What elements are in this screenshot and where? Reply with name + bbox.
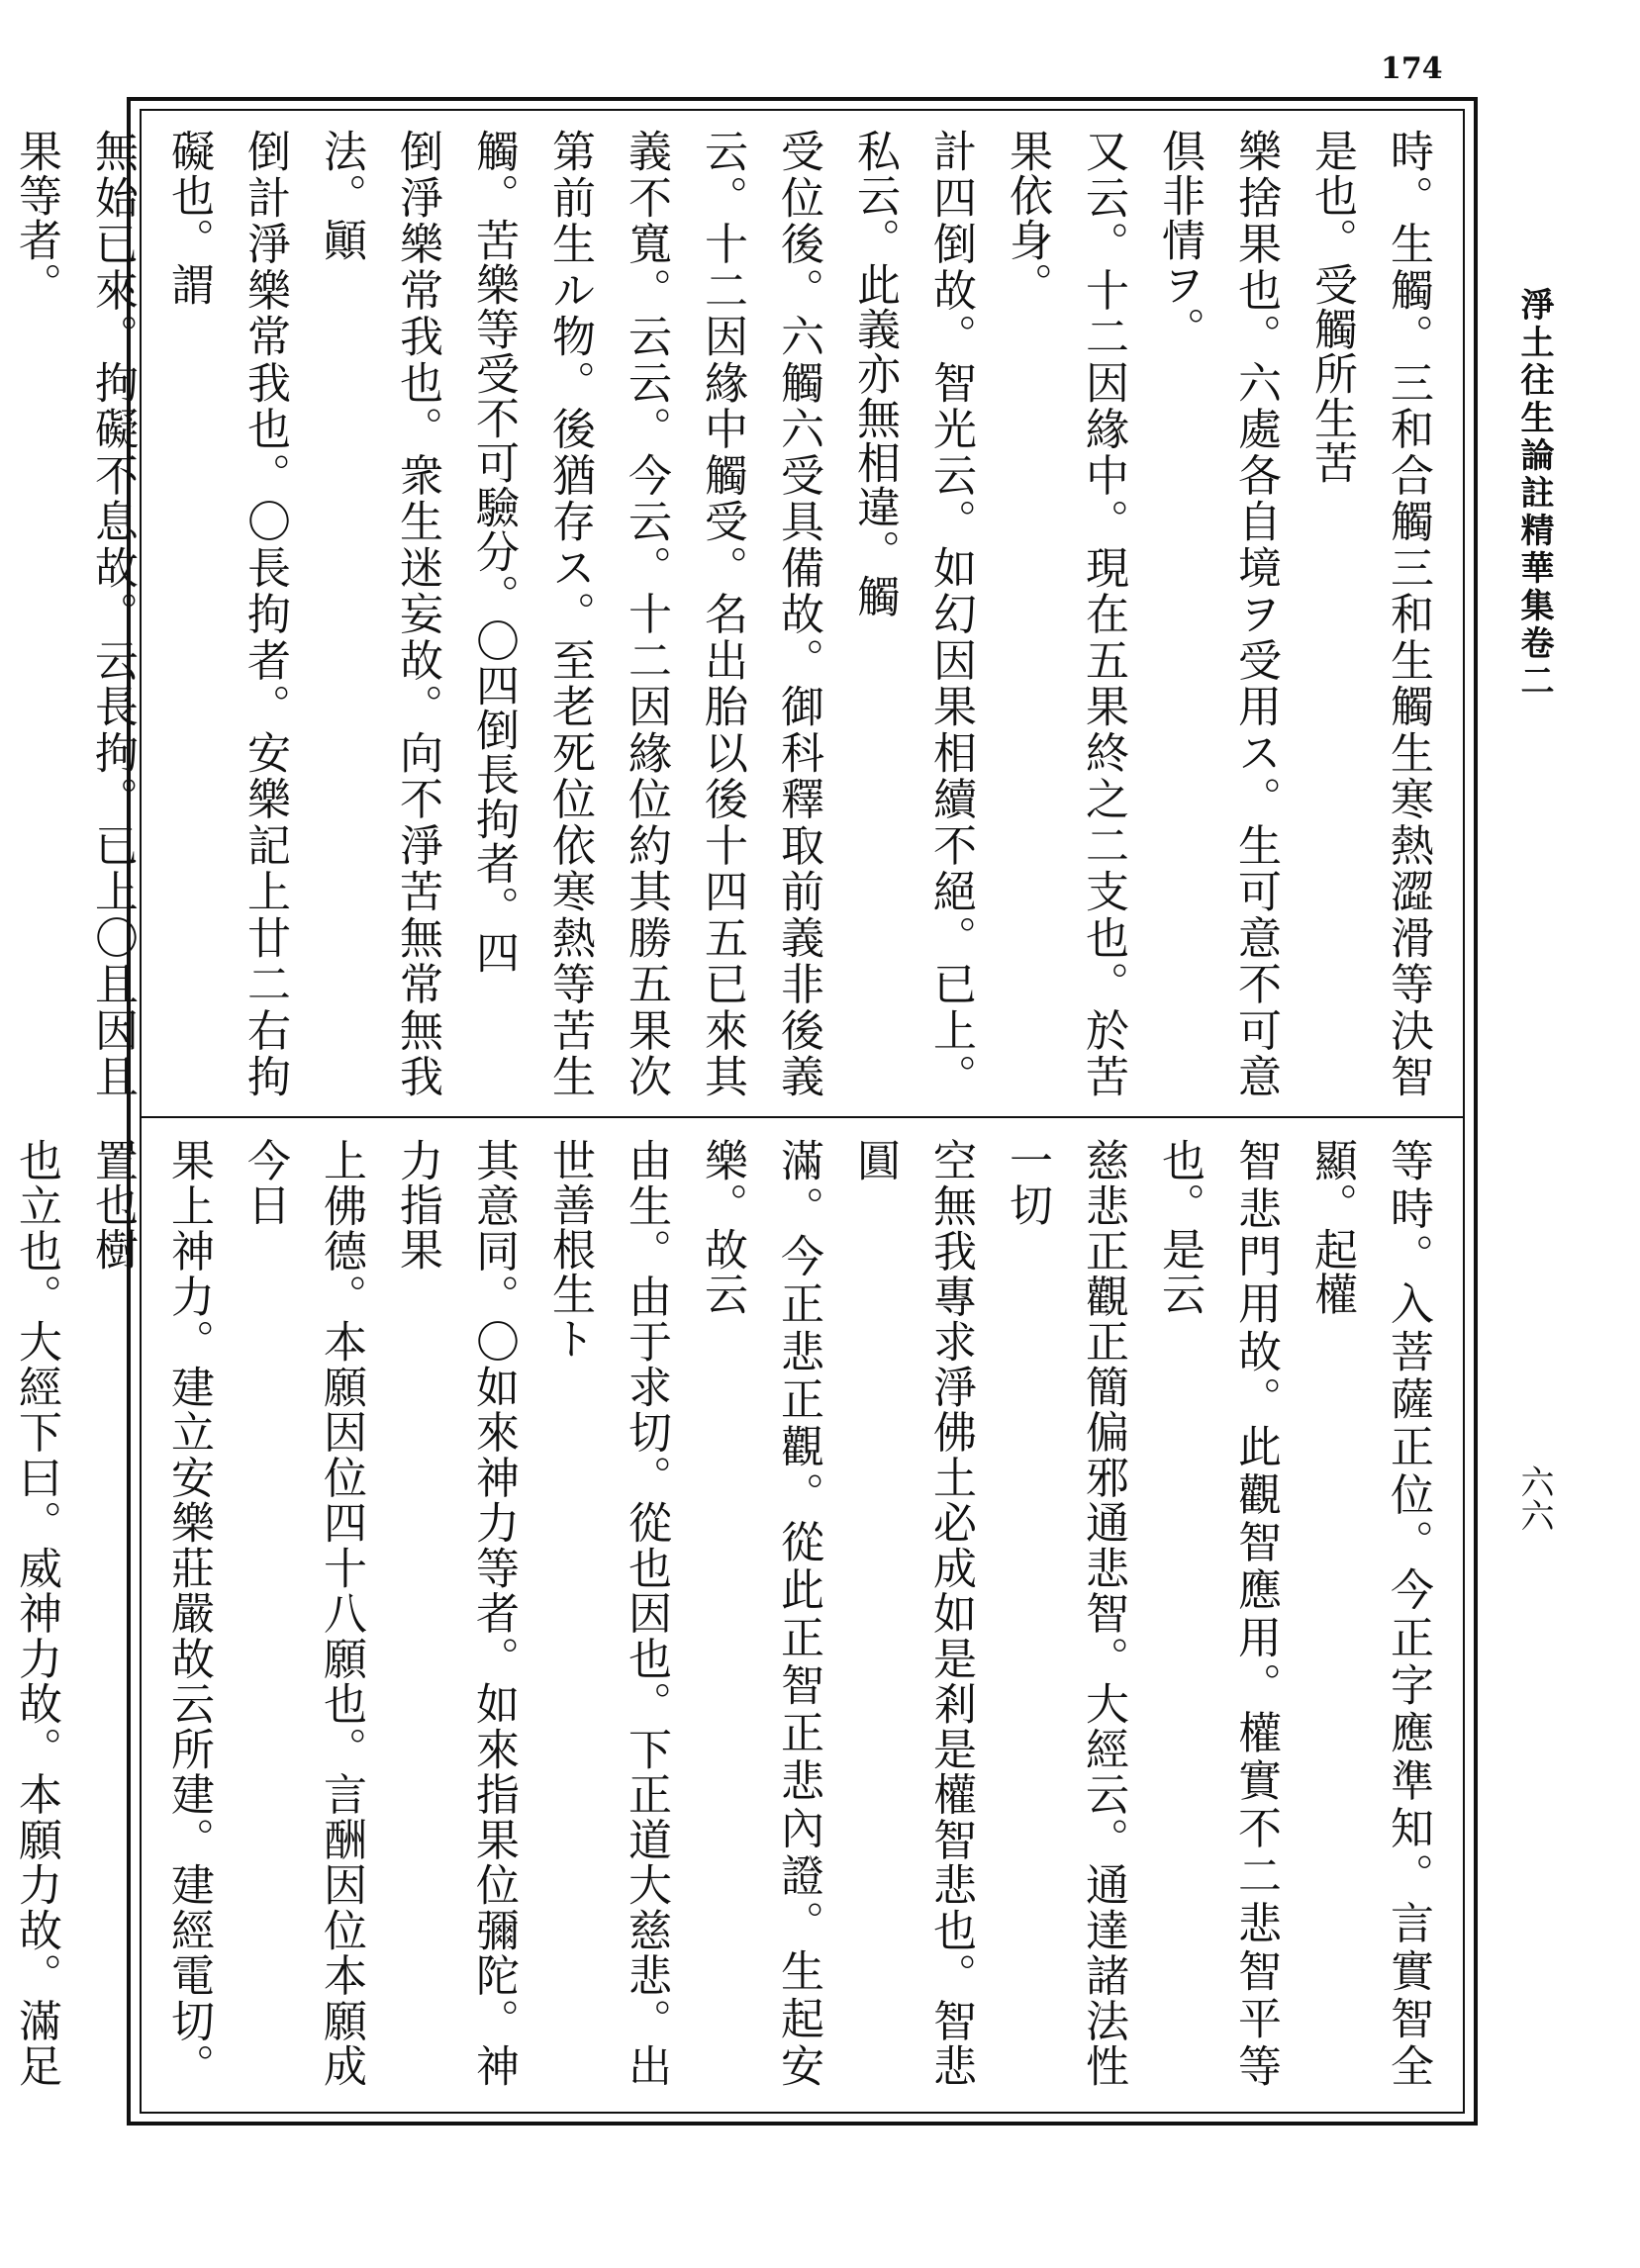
text-column: 樂捨果也。六處各自境ヲ受用ス。生可意不可意倶非情ヲ。 [1154,129,1281,1098]
text-column: 果上神力。建立安樂莊嚴故云所建。建經電切。置也樹 [87,1138,214,2088]
text-column: 滿。今正悲正觀。從此正智正悲內證。生起安樂。故云 [697,1138,823,2088]
folio-number: 六六 [1514,1465,1554,1532]
text-column: 無始已來。拘礙不息故。云長拘。已上〇且因且果等者。 [11,129,138,1098]
text-column: 也立也。大經下曰。威神力故。本願力故。滿足 [11,1138,61,2088]
section-divider [140,1116,1465,1118]
text-column: 空無我專求淨佛土必成如是剎是權智悲也。智悲圓 [849,1138,976,2088]
text-column: 倒計淨樂常我也。〇長拘者。安樂記上廿二右拘礙也。謂 [163,129,290,1098]
text-column: 由生。由于求切。從也因也。下正道大慈悲。出世善根生ト [544,1138,671,2088]
text-column: 等時。入菩薩正位。今正字應準知。言實智全顯。起權 [1306,1138,1433,2088]
text-column: 倒淨樂常我也。衆生迷妄故。向不淨苦無常無我法。顚 [316,129,442,1098]
text-column: 計四倒故。智光云。如幻因果相續不絕。已上。私云。此義亦無相違。觸 [849,129,976,1098]
text-column: 其意同。〇如來神力等者。如來指果位彌陀。神力指果 [392,1138,519,2088]
upper-text-block [11,129,1446,1098]
text-column: 受位後。六觸六受具備故。御科釋取前義非後義云。十二因緣中觸受。名出胎以後十四五已來其義不寬。云云。今云。十二因緣位約其勝五果次第前生ル物。後猶存ス。至老死位依寒熱等苦生觸。苦樂等受不可驗分。〇四倒長拘者。四 [468,129,823,1098]
text-column: 時。生觸。三和合觸三和生觸生寒熱澀滑等決智是也。受觸所生苦 [1306,129,1433,1098]
lower-text-block [11,1138,1446,2088]
page-number: 174 [1381,51,1443,86]
running-head: 淨土往生論註精華集卷二 [1514,287,1554,701]
text-column: 上佛德。本願因位四十八願也。言酬因位本願成今日 [240,1138,366,2088]
text-column: 智悲門用故。此觀智應用。權實不二悲智平等也。是云 [1154,1138,1281,2088]
text-column: 又云。十二因緣中。現在五果終之二支也。於苦果依身。 [1002,129,1128,1098]
text-column: 慈悲正觀正簡偏邪通悲智。大經云。通達諸法性一切 [1002,1138,1128,2088]
